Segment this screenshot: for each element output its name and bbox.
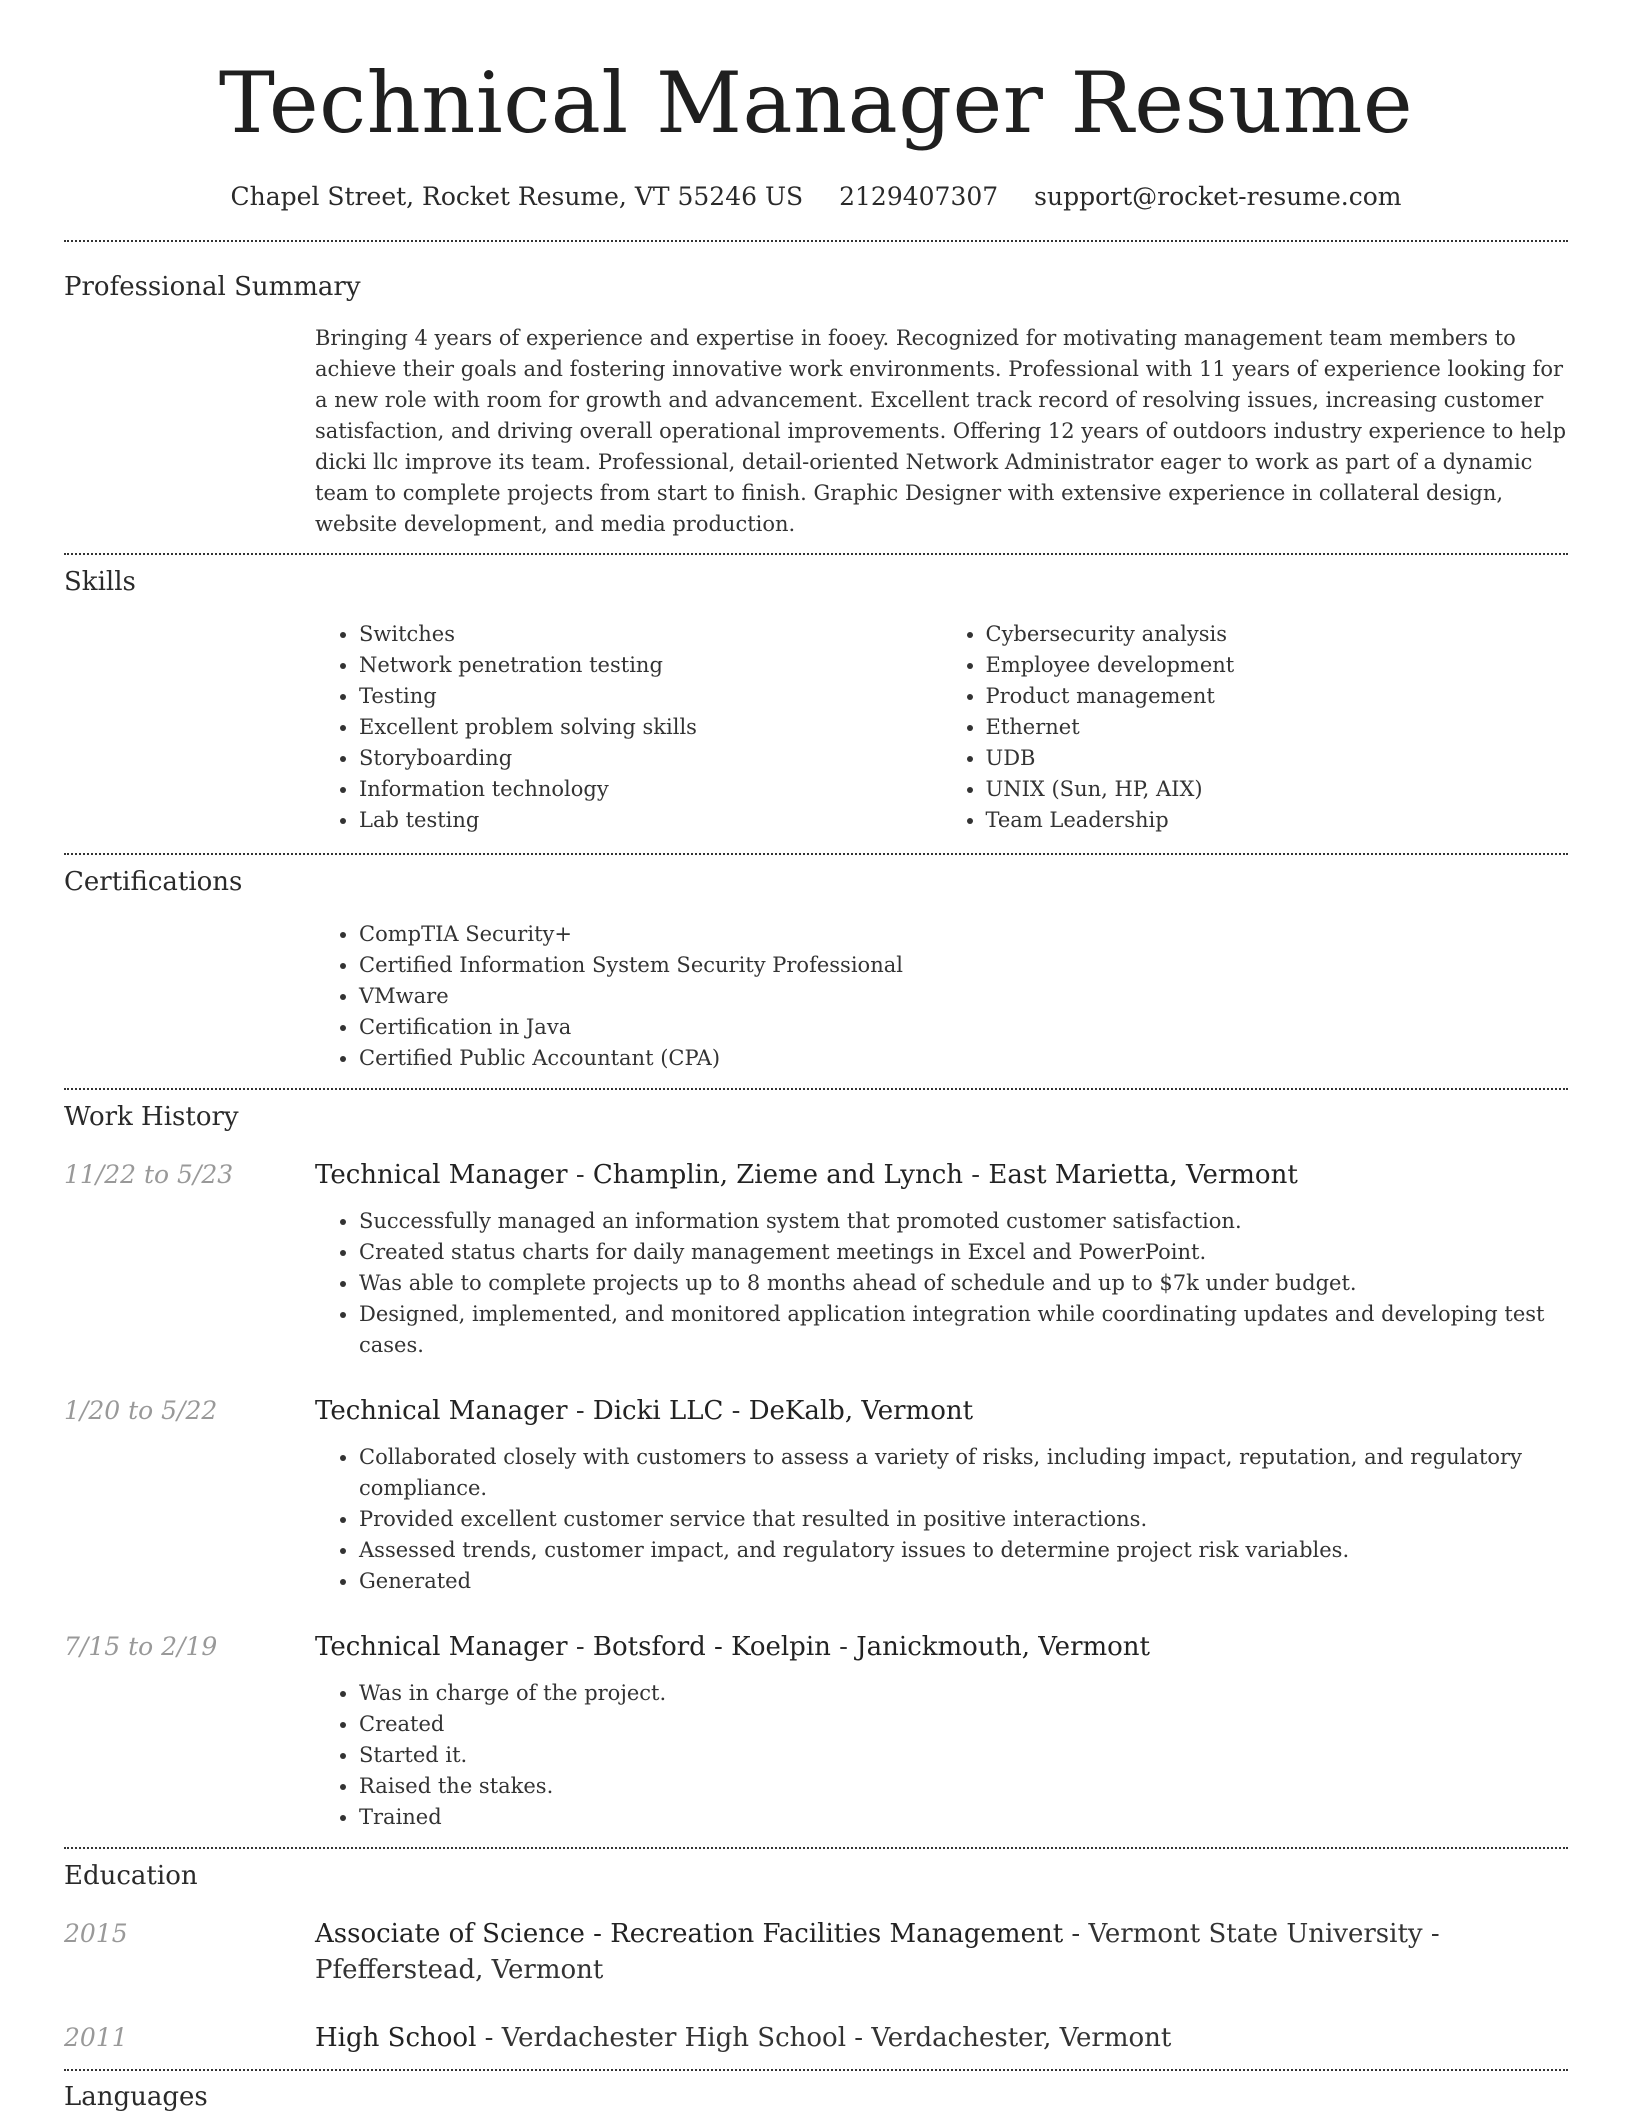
education-list [64, 1916, 1568, 2056]
contact-address: Chapel Street, Rocket Resume, VT 55246 US [230, 182, 804, 211]
job-content [315, 1393, 1568, 1597]
skill-item: • Team Leadership [986, 805, 1569, 836]
skill-item: • Employee development [986, 650, 1569, 681]
skill-item: • Information technology [359, 774, 942, 805]
certifications-list [315, 919, 1568, 1074]
job-location: East Marietta, Vermont [988, 1160, 1298, 1190]
skill-item: • Product management [986, 681, 1569, 712]
job-bullet: • Generated [359, 1566, 1568, 1597]
skills-heading: Skills [64, 567, 136, 597]
summary-section [64, 242, 1568, 540]
resume-title: Technical Manager Resume [218, 54, 1414, 152]
job-content [315, 1629, 1568, 1833]
job-bullet: • Started it. [359, 1740, 1568, 1771]
job-bullet: • Created status charts for daily management meetings in Excel and PowerPoint. [359, 1237, 1568, 1268]
work-history-heading: Work History [64, 1102, 239, 1132]
skill-item: • Ethernet [986, 712, 1569, 743]
job-bullet: • Raised the stakes. [359, 1771, 1568, 1802]
certification-item: • Certification in Java [359, 1012, 1568, 1043]
certification-item: • Certified Information System Security Professional [359, 950, 1568, 981]
job-heading [315, 1157, 1568, 1193]
certifications-body [315, 919, 1568, 1074]
job-bullets [315, 1678, 1568, 1833]
education-separator: - [476, 2023, 502, 2053]
skills-list-left [315, 619, 942, 836]
education-content [315, 1916, 1568, 1988]
job-dates: 11/22 to 5/23 [64, 1160, 234, 1189]
certification-item: • Certified Public Accountant (CPA) [359, 1043, 1568, 1074]
job-bullets [315, 1206, 1568, 1361]
education-degree: High School [315, 2023, 477, 2053]
job-location: DeKalb, Vermont [748, 1396, 974, 1426]
summary-heading: Professional Summary [64, 272, 361, 302]
job-dates: 1/20 to 5/22 [64, 1396, 218, 1425]
job-entry [64, 1629, 1568, 1833]
skill-item: • Storyboarding [359, 743, 942, 774]
job-bullet: • Trained [359, 1802, 1568, 1833]
skills-list-right [942, 619, 1569, 836]
education-entry [64, 2020, 1568, 2056]
education-year: 2011 [64, 2023, 128, 2052]
contact-line [64, 180, 1568, 214]
skill-item: • UDB [986, 743, 1569, 774]
education-content [315, 2020, 1568, 2056]
job-bullet: • Assessed trends, customer impact, and regulatory issues to determine project risk variables. [359, 1535, 1568, 1566]
summary-body [315, 323, 1568, 540]
languages-heading: Languages [64, 2082, 208, 2112]
job-separator: - [723, 1396, 749, 1426]
resume-page [64, 0, 1568, 2115]
job-bullet: • Was able to complete projects up to 8 months ahead of schedule and up to $7k under budget. [359, 1268, 1568, 1299]
education-separator: - [1063, 1919, 1089, 1949]
certification-item: • VMware [359, 981, 1568, 1012]
job-bullet: • Successfully managed an information system that promoted customer satisfaction. [359, 1206, 1568, 1237]
job-company: Champlin, Zieme and Lynch [592, 1160, 964, 1190]
job-separator: - [567, 1396, 593, 1426]
certification-item: • CompTIA Security+ [359, 919, 1568, 950]
education-heading-line [315, 2020, 1568, 2056]
job-entry [64, 1157, 1568, 1361]
resume-header [64, 0, 1568, 214]
job-separator: - [830, 1632, 857, 1662]
education-heading-line [315, 1916, 1568, 1988]
contact-email: support@rocket-resume.com [1034, 182, 1402, 211]
languages-section [64, 2071, 1568, 2115]
contact-phone: 2129407307 [839, 182, 999, 211]
skill-item: • Lab testing [359, 805, 942, 836]
skill-item: • Testing [359, 681, 942, 712]
job-title: Technical Manager [315, 1160, 568, 1190]
job-bullet: • Designed, implemented, and monitored application integration while coordinating updates and developing test cases. [359, 1299, 1568, 1361]
education-entry [64, 1916, 1568, 1988]
job-dates: 7/15 to 2/19 [64, 1632, 218, 1661]
job-separator: - [963, 1160, 989, 1190]
job-content [315, 1157, 1568, 1361]
job-bullet: • Was in charge of the project. [359, 1678, 1568, 1709]
job-heading [315, 1629, 1568, 1665]
education-school: Verdachester High School - Verdachester, Vermont [501, 2023, 1172, 2053]
education-school: Vermont State University - Pfefferstead, Vermont [315, 1919, 1440, 1985]
work-history-section [64, 1090, 1568, 1833]
skill-item: • Cybersecurity analysis [986, 619, 1569, 650]
skills-section [64, 555, 1568, 836]
education-degree: Associate of Science - Recreation Facilities Management [315, 1919, 1064, 1949]
job-bullet: • Provided excellent customer service that resulted in positive interactions. [359, 1504, 1568, 1535]
job-list [64, 1157, 1568, 1833]
education-heading: Education [64, 1861, 198, 1891]
job-bullet: • Collaborated closely with customers to assess a variety of risks, including impact, reputation, and regulatory compliance. [359, 1442, 1568, 1504]
job-location: Janickmouth, Vermont [856, 1632, 1151, 1662]
education-section [64, 1849, 1568, 2056]
job-heading [315, 1393, 1568, 1429]
job-title: Technical Manager [315, 1632, 568, 1662]
job-company: Dicki LLC [592, 1396, 724, 1426]
job-separator: - [567, 1632, 593, 1662]
certifications-section [64, 855, 1568, 1074]
job-entry [64, 1393, 1568, 1597]
skills-columns [315, 619, 1568, 836]
job-bullets [315, 1442, 1568, 1597]
skill-item: • Network penetration testing [359, 650, 942, 681]
education-year: 2015 [64, 1919, 128, 1948]
summary-text: Bringing 4 years of experience and expertise in fooey. Recognized for motivating management team members to achieve their goals and fostering innovative work environments. Professional with 11 years of experience looking for a new role with room for growth and advancement. Excellent track record of resolving issues, increasing customer satisfaction, and driving overall operational improvements. Offering 12 years of outdoors industry experience to help dicki llc improve its team. Professional, detail-oriented Network Administrator eager to work as part of a dynamic team to complete projects from start to finish. Graphic Designer with extensive experience in collateral design, website development, and media production. [315, 326, 1567, 536]
skill-item: • UNIX (Sun, HP, AIX) [986, 774, 1569, 805]
job-company: Botsford - Koelpin [592, 1632, 831, 1662]
skill-item: • Excellent problem solving skills [359, 712, 942, 743]
job-title: Technical Manager [315, 1396, 568, 1426]
job-bullet: • Created [359, 1709, 1568, 1740]
certifications-heading: Certifications [64, 867, 243, 897]
skill-item: • Switches [359, 619, 942, 650]
job-separator: - [567, 1160, 593, 1190]
